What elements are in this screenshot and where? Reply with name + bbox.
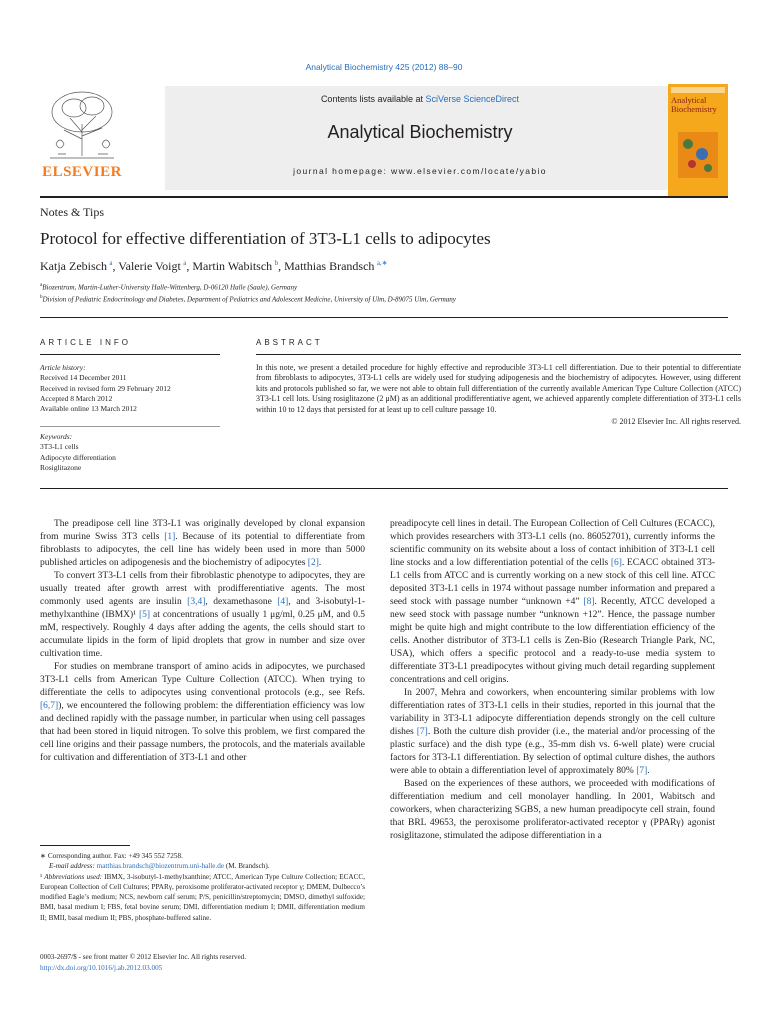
reference-link[interactable]: [8] (583, 597, 595, 607)
abbrev-text: IBMX, 3-isobutyl-1-methylxanthine; ATCC, American Type Culture Collection; ECACC, European Collection of Cell Cultures; PPARγ, peroxisome proliferator-activated receptor γ; DMEM, Dulbecco’s modified Eagle’s medium; NCS, newborn calf serum; P/S, penicillin/streptomycin; DMSO, dimethyl sulfoxide; BMI, basal medium I; FBS, fetal bovine serum; DMI, differentiation medium I; DMII, differentiation medium II; BMII, basal medium II; PBS, phosphate-buffered saline. (40, 872, 365, 922)
reference-link[interactable]: [7] (636, 766, 648, 776)
email-label: E-mail address: (49, 862, 97, 871)
affiliation (40, 295, 456, 303)
reference-link[interactable]: [2] (307, 558, 319, 568)
affiliation-text: Division of Pediatric Endocrinology and Diabetes, Department of Pediatrics and Adolescent Medicine, University of Ulm, D-89075 Ulm, Germany (42, 295, 456, 304)
text-run: In 2007, Mehra and coworkers, when encountering similar problems with low differentiation rates of 3T3-L1 cells in their studies, reported in this journal that the variability in 3T3-L1 adipocyte differentiation depends strongly on the cell culture dishes (390, 688, 715, 737)
keyword: 3T3-L1 cells (40, 442, 79, 452)
footnotes (40, 851, 365, 923)
abstract-text: In this note, we present a detailed procedure for highly effective and reproducible 3T3-L1 cell differentiation. Due to their potential to differentiate from fibroblasts to adipocytes, 3T3-L1 cells are widely used for studying adipogenesis and the biochemistry of adipocytes. However, using different kits and protocols published so far, we were not able to obtain full differentiation of the currently available American Type Culture Collection (ATCC) 3T3-L1 cell lots. Using rosiglitazone (2 μM) as an additional prodifferentiative agent, we achieved apparently complete differentiation of 3T3-L1 cells within 10 to 12 days that persisted for at least up to cell culture passage 10. (256, 363, 741, 414)
text-run: . (647, 766, 650, 776)
abstract-body (256, 363, 741, 427)
affiliation-text: Biozentrum, Martin-Luther-University Halle-Wittenberg, D-06120 Halle (Saale), Germany (42, 283, 298, 292)
footnote-abbreviations (40, 872, 365, 923)
reference-link[interactable]: [6] (610, 558, 622, 568)
body-right-column (390, 518, 715, 843)
history-online: Available online 13 March 2012 (40, 404, 137, 414)
text-run: The preadipose cell line 3T3-L1 was originally developed by clonal expansion from murine Swiss 3T3 cells (40, 519, 365, 542)
abstract-rule (256, 354, 741, 355)
journal-homepage[interactable]: journal homepage: www.elsevier.com/locate/yabio (293, 166, 547, 176)
section-rule (40, 488, 728, 489)
author-list: Katja Zebisch $^a$, Valerie Voigt $^a$, Martin Wabitsch $^b$, Matthias Brandsch $^{a,∗}$ (40, 259, 388, 273)
text-run: To convert 3T3-L1 cells from their fibroblastic phenotype to adipocytes, they are usually treated after growth arrest with prodifferentiative agents. The most commonly used agents are insulin (40, 571, 365, 607)
body-paragraph (390, 518, 715, 687)
body-paragraph (40, 661, 365, 765)
text-run: , and 3-isobutyl-1-methylxanthine (IBMX)¹ (40, 597, 365, 620)
keywords-block (40, 432, 220, 473)
footnote-email (40, 861, 365, 871)
footnote-corresponding: ∗ Corresponding author. Fax: +49 345 552 7258. (40, 852, 183, 860)
reference-link[interactable]: [7] (416, 727, 428, 737)
body-paragraph (390, 687, 715, 778)
reference-link[interactable]: [4] (277, 597, 289, 607)
keyword: Adipocyte differentiation (40, 452, 116, 462)
journal-cover-thumbnail (668, 84, 728, 196)
text-run: at concentrations of usually 1 μg/ml, 0.25 μM, and 0.5 mM, respectively. Roughly 4 days after adding the agents, the cells should start to accumulate lipids in the form of lipid droplets that grow in number and size over cultivation time. (40, 610, 365, 659)
issn-line: 0003-2697/$ - see front matter © 2012 Elsevier Inc. All rights reserved. (40, 953, 247, 961)
text-run: . (318, 558, 322, 568)
body-paragraph (390, 778, 715, 843)
text-run: Based on the experiences of these authors, we proceeded with modifications of differentiation medium and cell monolayer handling. In 2001, Wabitsch and coworkers, when characterizing SGBS, a new human preadipocyte cell strain, found that BRL 49653, the peroxisome proliferator-activated receptor γ (PPARγ) agonist rosiglitazone, stimulated the adipose differentiation in a (390, 779, 715, 841)
author-name: Valerie Voigt (118, 259, 181, 273)
sciencedirect-link[interactable]: SciVerse ScienceDirect (425, 94, 520, 104)
author-affiliation-marker[interactable]: a (109, 259, 113, 267)
affiliation (40, 283, 297, 291)
author-affiliation-marker[interactable]: a (183, 259, 187, 267)
history-accepted: Accepted 8 March 2012 (40, 393, 113, 403)
history-revised: Received in revised form 29 February 2012 (40, 383, 171, 393)
history-received: Received 14 December 2011 (40, 373, 127, 383)
abbrev-title: Abbreviations used: (44, 872, 103, 881)
abbrev-marker: ¹ (40, 872, 45, 881)
history-label: Article history: (40, 363, 86, 372)
masthead-rule (40, 196, 728, 198)
body-paragraph (40, 518, 365, 570)
info-rule (40, 354, 220, 355)
article-title: Protocol for effective differentiation of 3T3-L1 cells to adipocytes (40, 229, 491, 248)
cover-title: Analytical Biochemistry (671, 95, 717, 114)
elsevier-wordmark: ELSEVIER (42, 164, 122, 180)
reference-link[interactable]: [1] (164, 532, 176, 542)
contents-line (165, 94, 675, 104)
body-left-column (40, 518, 365, 765)
text-run: ), we encountered the following problem: the differentiation efficiency was low and declined rapidly with the passage number, in particular when using cell passages that had been stored in liquid nitrogen. To solve this problem, we first compared the cell line origins and their passage numbers, the protocols, and the materials available for cultivation and differentiation of 3T3-L1 and other (40, 701, 365, 763)
article-history (40, 363, 220, 414)
author-affiliation-marker[interactable]: a,∗ (376, 259, 388, 267)
text-run: . Recently, ATCC developed a new seed stock with passage number “unknown +12”. Hence, the passage number might be quite high and might contribute to the low differentiation efficiency of the cells. Another distributor of 3T3-L1 cells is Zen-Bio (Research Triangle Park, NC, USA), which offers a specific protocol and a ready-to-use media system to differentiate 3T3-L1 preadipocytes without giving much detail regarding supplement concentrations and cell origins. (390, 597, 715, 685)
body-paragraph (40, 570, 365, 661)
text-run: For studies on membrane transport of amino acids in adipocytes, we purchased 3T3-L1 cells from American Type Culture Collection (ATCC). When trying to differentiate the cells to adipocytes using conventional protocols (e.g., see Refs. (40, 662, 365, 698)
abstract-heading: ABSTRACT (256, 338, 323, 347)
text-run: , dexamethasone (205, 597, 278, 607)
author-affiliation-marker[interactable]: b (274, 259, 279, 267)
reference-link[interactable]: [6,7] (40, 701, 59, 711)
email-suffix: (M. Brandsch). (224, 862, 270, 871)
text-run: . Both the culture dish provider (i.e., the material and/or processing of the plastic surface) and the dish type (e.g., 35-mm dish vs. 6-well plate) were crucial factors for 3T3-L1 differentiation. By selection of optimal culture dishes, the authors were able to obtain a differentiation level of approximately 80% (390, 727, 716, 776)
author-name: Matthias Brandsch (284, 259, 375, 273)
keywords-rule (40, 426, 220, 427)
article-info-heading: ARTICLE INFO (40, 338, 131, 347)
affiliation-marker: b (40, 295, 43, 300)
footnote-rule (40, 845, 130, 846)
reference-link[interactable]: [5] (139, 610, 151, 620)
page-footer (40, 952, 246, 974)
author-name: Martin Wabitsch (192, 259, 273, 273)
section-type: Notes & Tips (40, 205, 105, 219)
contents-prefix: Contents lists available at (320, 94, 426, 104)
journal-masthead (40, 84, 728, 196)
text-run: . Because of its potential to differentiate from fibroblasts to adipocytes, the cell line has widely been used in more than 5000 published articles on adipogenesis and the biochemistry of adipocytes (40, 532, 365, 568)
author-name: Katja Zebisch (40, 259, 107, 273)
text-run: . ECACC obtained 3T3-L1 cells from ATCC and is currently working on a new stock of this cell line. ATCC deposited 3T3-L1 cells in 1974 without passage number information and prepared a seed stock with passage number “unknown +4” (390, 558, 716, 607)
affiliation-marker: a (40, 283, 43, 288)
reference-link[interactable]: [3,4] (187, 597, 206, 607)
journal-citation[interactable]: Analytical Biochemistry 425 (2012) 88–90 (305, 62, 463, 72)
journal-name: Analytical Biochemistry (327, 122, 513, 142)
masthead-banner (165, 86, 675, 190)
doi-link[interactable]: http://dx.doi.org/10.1016/j.ab.2012.03.005 (40, 963, 163, 972)
keyword: Rosiglitazone (40, 462, 82, 472)
text-run: preadipocyte cell lines in detail. The European Collection of Cell Cultures (ECACC), which provides researchers with 3T3-L1 cells (no. 86052701), currently informs the scientific community on its website about a loss of contact inhibition of 3T3-L1 cell line stocks and a low differentiation potential of the cells (390, 519, 715, 568)
keywords-label: Keywords: (40, 432, 73, 441)
email-link[interactable]: matthias.brandsch@biozentrum.uni-halle.de (96, 862, 225, 871)
abstract-copyright: © 2012 Elsevier Inc. All rights reserved. (611, 417, 741, 427)
section-rule (40, 317, 728, 318)
